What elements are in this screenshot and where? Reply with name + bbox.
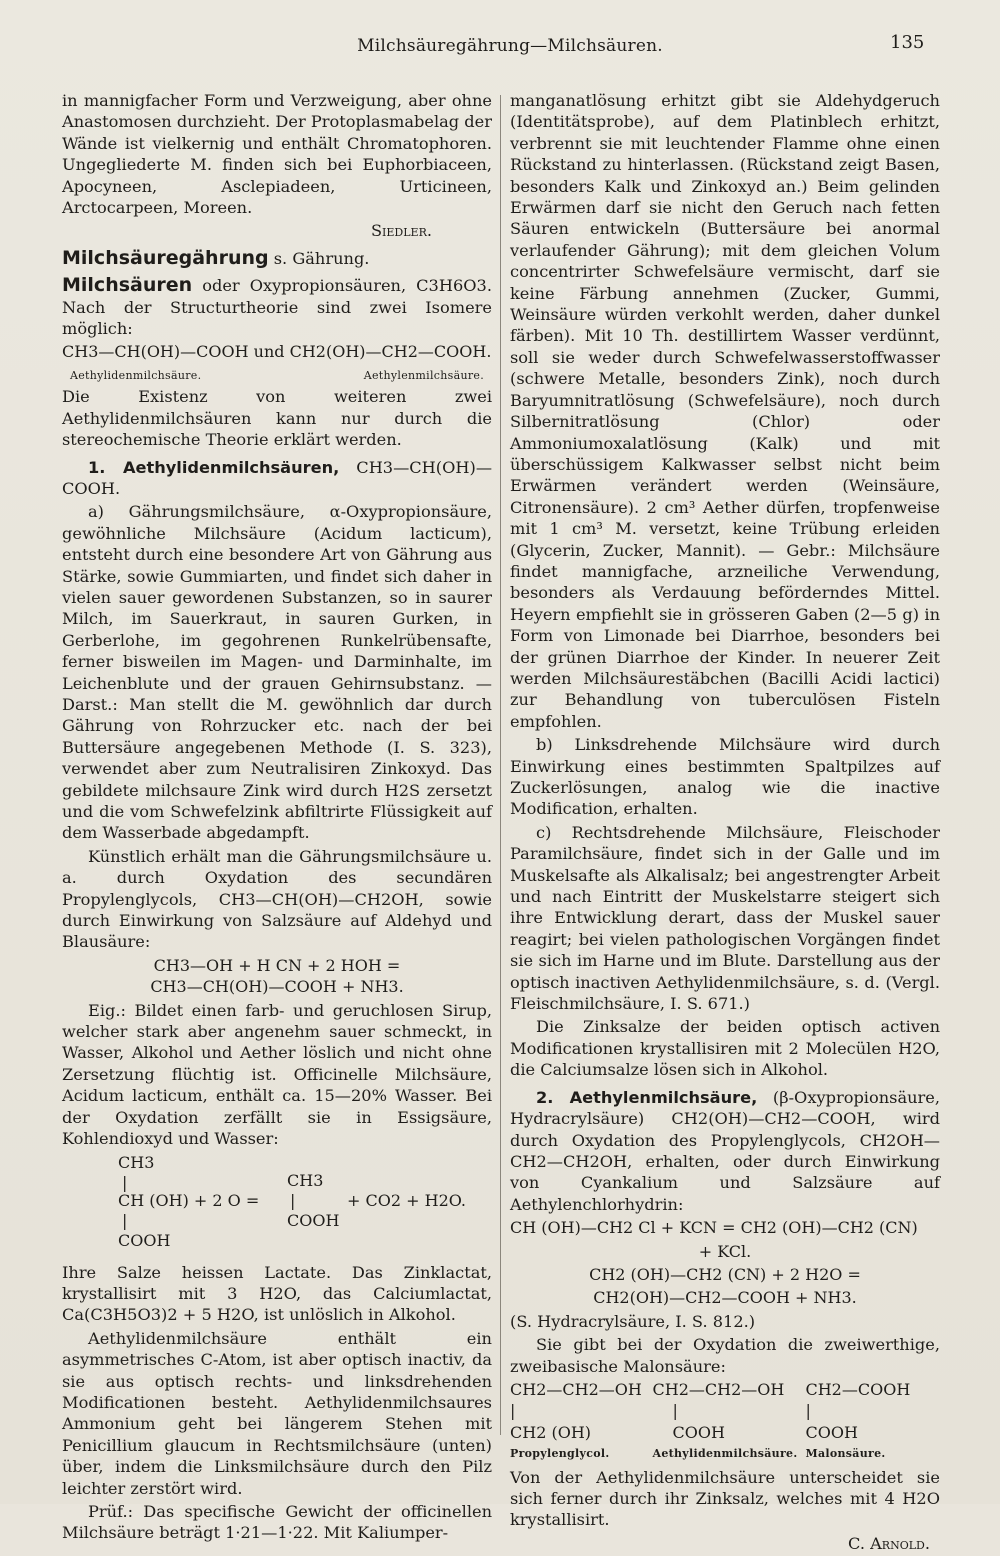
formula-part: COOH: [672, 1422, 725, 1442]
section-2-heading: [510, 1087, 940, 1215]
formula-part: CH (OH) + 2 O =: [118, 1190, 260, 1210]
structure-comparison: [510, 1379, 940, 1465]
structure-malonsaeure: [805, 1379, 940, 1465]
formula-part: COOH: [805, 1422, 858, 1442]
paragraph-gaehrungsmilchsaeure: a) Gährungsmilchsäure, α-Oxypropionsäure, gewöhnliche Milchsäure (Acidum lacticum), entsteht durch eine besondere Art von Gährung aus Stärke, sowie Gummiarten, und findet sich daher in vielen sauer gewordenen Substanzen, so in saurer Milch, im Sauerkraut, in sauren Gurken, in Gerberlohe, im gegohrenen Runkelrübensafte, ferner bisweilen im Magen- und Darminhalte, im Leichenblute und der grauen Gehirnsubstanz. — Darst.: Man stellt die M. gewöhnlich dar durch Gährung von Rohrzucker etc. nach der bei Buttersäure angegebenen Methode (I. S. 323), verwendet aber zum Neutralisiren Zinkoxyd. Das gebildete milchsaure Zink wird durch H2S zersetzt und die vom Schwefelzink abfiltrirte Flüssigkeit auf dem Wasserbade abgedampft.: [62, 502, 492, 843]
equation-line: CH2(OH)—CH2—COOH + NH3.: [593, 1288, 857, 1308]
bond-line: |: [672, 1401, 678, 1421]
isomer-label: Aethylidenmilchsäure.: [70, 368, 202, 382]
formula-part: + CO2 + H2O.: [347, 1190, 467, 1210]
paragraph-linksdrehend: b) Linksdrehende Milchsäure wird durch Einwirkung eines bestimmten Spaltpilzes auf Zuckerlösungen, analog wie die inactive Modification, erhalten.: [510, 735, 940, 819]
headword: Milchsäuren: [62, 274, 193, 297]
paragraph-milchsaft: in mannigfacher Form und Verzweigung, aber ohne Anastomosen durchzieht. Der Protoplasmabelag der Wände ist vielkernig und enthält Chromatophoren. Ungegliederte M. finden sich bei Euphorbiaceen, Apocyneen, Asclepiadeen, Urticineen, Arctocarpeen, Moreen.: [62, 91, 492, 218]
formula-part: CH3: [287, 1170, 324, 1190]
formula-part: CH2—CH2—OH: [652, 1379, 785, 1399]
isomer-labels: [62, 365, 492, 386]
isomer-label: Aethylenmilchsäure.: [363, 368, 484, 382]
structure-label: Malonsäure.: [805, 1447, 886, 1461]
equation-line: CH3—CH(OH)—COOH + NH3.: [150, 977, 404, 997]
formula-part: CH2—COOH: [805, 1379, 911, 1399]
section-1-heading: [62, 457, 492, 500]
paragraph-asymmetrisch: Aethylidenmilchsäure enthält ein asymmetrisches C-Atom, ist aber optisch inactiv, da sie aus optisch rechts- und linksdrehenden Modificationen besteht. Aethylidenmilchsaures Ammonium geht bei längerem Stehen mit Penicillium glaucum in Rechtsmilchsäure (unten) über, indem die Linksmilchsäure durch den Pilz leichter zerstört wird.: [62, 1328, 492, 1498]
page-number: 135: [890, 32, 925, 53]
entry-milchsaeuregaehrung: [62, 248, 492, 269]
structure-label: Aethylidenmilchsäure.: [652, 1447, 798, 1461]
paragraph-pruefung: Prüf.: Das specifische Gewicht der officinellen Milchsäure beträgt 1·21—1·22. Mit Kaliumper-: [62, 1501, 492, 1543]
entry-text: oder Oxypropionsäuren, C3H6O3. Nach der Structurtheorie sind zwei Isomere möglich:: [62, 276, 492, 339]
right-column: [510, 90, 940, 1556]
section-formula: CH3—CH(OH)—COOH.: [62, 457, 493, 498]
entry-milchsaeuren: [62, 275, 492, 339]
oxidation-scheme: [62, 1152, 492, 1262]
author-signature: C. Arnold.: [848, 1533, 930, 1553]
equation-line: CH (OH)—CH2 Cl + KCN = CH2 (OH)—CH2 (CN): [510, 1218, 918, 1238]
formula-part: COOH: [287, 1210, 340, 1230]
section-title: 1. Aethylidenmilchsäuren,: [88, 457, 340, 477]
bond-line: |: [510, 1401, 516, 1421]
paragraph-oxydation: Sie gibt bei der Oxydation die zweiwerthige, zweibasische Malonsäure:: [510, 1335, 940, 1376]
structure-label: Propylenglycol.: [510, 1447, 610, 1461]
formula-part: CH3: [118, 1152, 155, 1172]
equation-line: + KCl.: [698, 1241, 752, 1261]
structure-propylenglycol: [510, 1379, 645, 1465]
formula-part: CH2 (OH): [510, 1422, 592, 1442]
paragraph-zinksalze: Die Zinksalze der beiden optisch activen Modificationen krystallisiren mit 2 Molecülen H2O, die Calciumsalze lösen sich in Alkohol.: [510, 1017, 940, 1080]
bond-line: |: [805, 1401, 811, 1421]
paragraph-rechtsdrehend: c) Rechtsdrehende Milchsäure, Fleischoder Paramilchsäure, findet sich in der Galle und im Muskelsafte als Alkalisalz; bei angestrengter Arbeit und nach Eintritt der Muskelstarre steigert sich ihre Entwicklung derart, dass der Muskel sauer reagirt; bei vielen pathologischen Vorgängen findet sie sich im Harne und im Blute. Darstellung aus der optisch inactiven Aethylidenmilchsäure, s. d. (Vergl. Fleischmilchsäure, I. S. 671.): [510, 822, 940, 1014]
paragraph-final: Von der Aethylidenmilchsäure unterscheidet sie sich ferner durch ihr Zinksalz, welches mit 4 H2O krystallisirt.: [510, 1467, 940, 1530]
paragraph-hydracryl: (S. Hydracrylsäure, I. S. 812.): [510, 1311, 756, 1331]
entry-text: s. Gährung.: [268, 248, 370, 268]
equation-line: CH2 (OH)—CH2 (CN) + 2 H2O =: [589, 1264, 861, 1284]
bond-line: |: [122, 1172, 128, 1192]
structure-aethylidenmilchsaeure: [653, 1379, 798, 1465]
section-title: 2. Aethylenmilchsäure,: [536, 1087, 758, 1107]
bond-line: |: [122, 1210, 128, 1230]
author-signature: Siedler.: [370, 221, 432, 241]
running-title: Milchsäuregährung—Milchsäuren.: [357, 36, 663, 56]
headword: Milchsäuregährung: [62, 246, 269, 269]
section-text: (β-Oxypropionsäure, Hydracrylsäure) CH2(OH)—CH2—COOH, wird durch Oxydation des Propylenglycols, CH2OH—CH2—CH2OH, erhalten, oder durch Einwirkung von Cyankalium und Salzsäure auf Aethylenchlorhydrin:: [510, 1087, 940, 1214]
paragraph-lactate: Ihre Salze heissen Lactate. Das Zinklactat, krystallisirt mit 3 H2O, das Calciumlactat, Ca(C3H5O3)2 + 5 H2O, ist unlöslich in Alkohol.: [62, 1262, 492, 1325]
paragraph-kuenstlich: Künstlich erhält man die Gährungsmilchsäure u. a. durch Oxydation des secundären Propylenglycols, CH3—CH(OH)—CH2OH, sowie durch Einwirkung von Salzsäure auf Aldehyd und Blausäure:: [62, 846, 492, 952]
paragraph-eigenschaften: Eig.: Bildet einen farb- und geruchlosen Sirup, welcher stark aber angenehm sauer schmeckt, in Wasser, Alkohol und Aether löslich und nicht ohne Zersetzung flüchtig ist. Officinelle Milchsäure, Acidum lacticum, enthält ca. 15—20% Wasser. Bei der Oxydation zerfällt sie in Essigsäure, Kohlendioxyd und Wasser:: [62, 1000, 492, 1149]
equation-line: CH3—OH + H CN + 2 HOH =: [153, 955, 401, 975]
bond-line: |: [290, 1190, 296, 1210]
paragraph-existenz: Die Existenz von weiteren zwei Aethylidenmilchsäuren kann nur durch die stereochemische Theorie erklärt werden.: [62, 387, 492, 450]
left-column: [62, 90, 492, 1546]
column-divider: [500, 95, 501, 1435]
paragraph-continuation: manganatlösung erhitzt gibt sie Aldehydgeruch (Identitätsprobe), auf dem Platinblech erhitzt, verbrennt sie mit leuchtender Flamme ohne einen Rückstand zu hinterlassen. (Rückstand zeigt Basen, besonders Kalk und Zinkoxyd an.) Beim gelinden Erwärmen darf sie nicht den Geruch nach fetten Säuren entwickeln (Buttersäure bei anormal verlaufender Gährung); mit dem gleichen Volum concentrirter Schwefelsäure vermischt, darf sie keine Färbung annehmen (Zucker, Gummi, Weinsäure würden verkohlt werden, daher dunkel färben). Mit 10 Th. destillirtem Wasser verdünnt, soll sie weder durch Schwefelwasserstoffwasser (schwere Metalle, besonders Zink), noch durch Baryumnitratlösung (Schwefelsäure), noch durch Silbernitratlösung (Chlor) oder Ammoniumoxalatlösung (Kalk) und mit überschüssigem Kalkwasser selbst nicht beim Erwärmen verändert werden (Weinsäure, Citronensäure). 2 cm³ Aether dürfen, tropfenweise mit 1 cm³ M. versetzt, keine Trübung erleiden (Glycerin, Zucker, Mannit). — Gebr.: Milchsäure findet mannigfache, arzneiliche Verwendung, besonders als Verdauung beförderndes Mittel. Heyern empfiehlt sie in grösseren Gaben (2—5 g) in Form von Limonade bei Diarrhoe, besonders bei der grünen Diarrhoe der Kinder. In neuerer Zeit werden Milchsäurestäbchen (Bacilli Acidi lactici) zur Behandlung von tuberculösen Fisteln empfohlen.: [510, 91, 940, 731]
formula-part: CH2—CH2—OH: [510, 1379, 642, 1399]
isomers-formula: CH3—CH(OH)—COOH und CH2(OH)—CH2—COOH.: [62, 342, 492, 362]
formula-part: COOH: [118, 1230, 171, 1250]
